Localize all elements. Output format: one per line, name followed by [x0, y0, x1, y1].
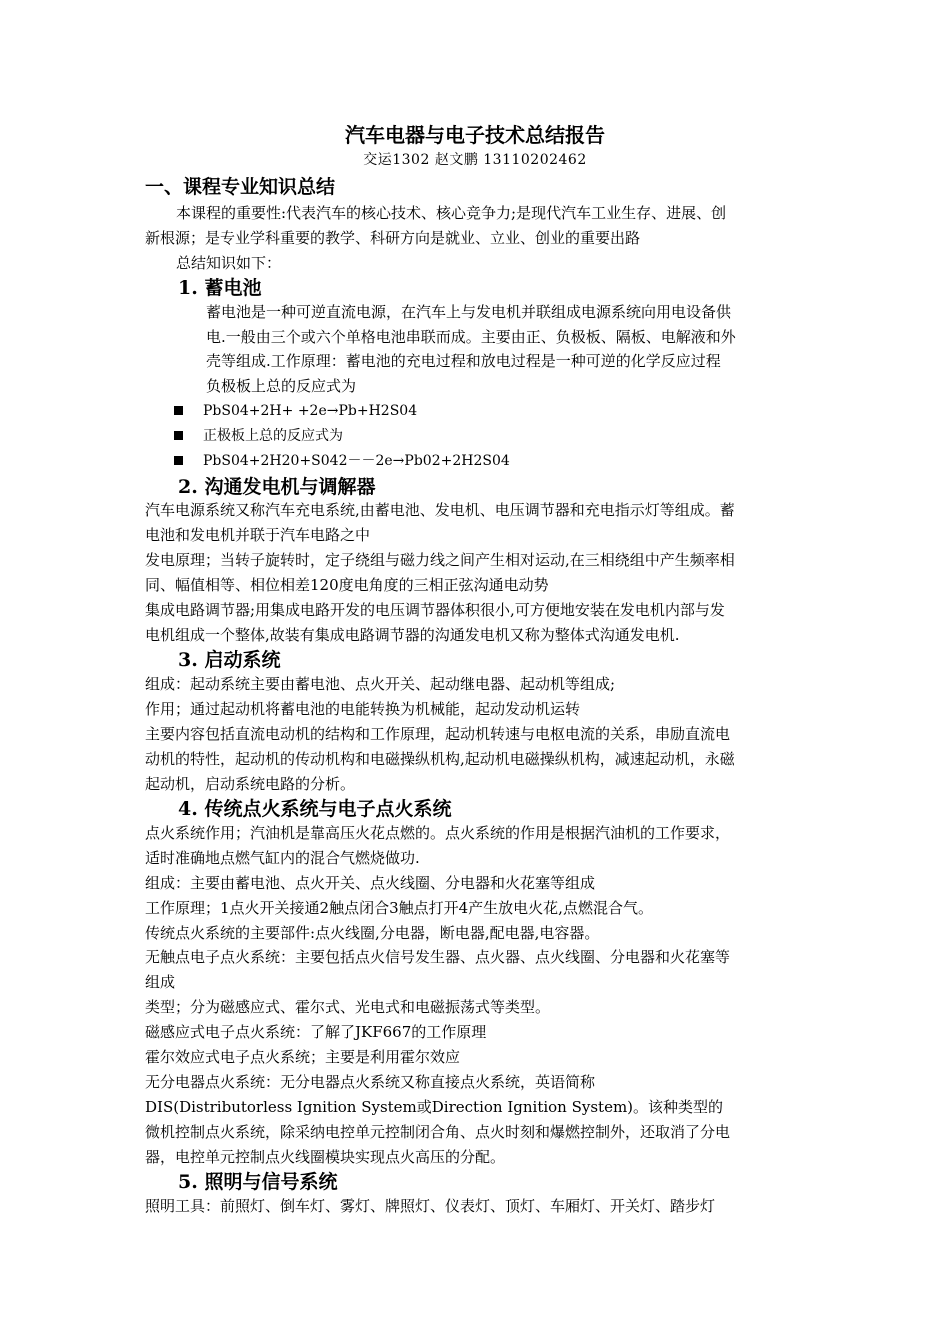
- paragraph-line: 无触点电子点火系统：主要包括点火信号发生器、点火器、点火线圈、分电器和火花塞等: [145, 948, 731, 966]
- paragraph-line: 新根源；是专业学科重要的教学、科研方向是就业、立业、创业的重要出路: [145, 229, 641, 247]
- paragraph-line: 类型；分为磁感应式、霍尔式、光电式和电磁振荡式等类型。: [145, 998, 551, 1016]
- paragraph-line: 微机控制点火系统，除采纳电控单元控制闭合角、点火时刻和爆燃控制外，还取消了分电: [145, 1123, 731, 1141]
- paragraph-line: 电.一般由三个或六个单格电池串联而成。主要由正、负极板、隔板、电解液和外: [206, 328, 736, 346]
- paragraph-line: 组成: [145, 973, 176, 991]
- paragraph-line: 起动机，启动系统电路的分析。: [145, 775, 356, 793]
- paragraph-line: 主要内容包括直流电动机的结构和工作原理，起动机转速与电枢电流的关系，串励直流电: [145, 725, 731, 743]
- formula-negative-plate: PbS04+2H+ +2e→Pb+H2S04: [203, 403, 418, 419]
- formula-positive-plate: PbS04+2H20+S042－－2e→Pb02+2H2S04: [203, 453, 510, 469]
- subsection-heading-ignition: 4. 传统点火系统与电子点火系统: [178, 798, 452, 820]
- bullet-text: 正极板上总的反应式为: [203, 428, 343, 444]
- paragraph-line: 工作原理；1点火开关接通2触点闭合3触点打开4产生放电火花,点燃混合气。: [145, 899, 653, 917]
- section-heading-course-summary: 一、课程专业知识总结: [145, 176, 336, 198]
- document-title: 汽车电器与电子技术总结报告: [345, 123, 605, 147]
- subsection-heading-starting-system: 3. 启动系统: [178, 649, 281, 671]
- subsection-heading-alternator: 2. 沟通发电机与调解器: [178, 476, 376, 498]
- paragraph-line: 发电原理；当转子旋转时，定子绕组与磁力线之间产生相对运动,在三相绕组中产生频率相: [145, 551, 735, 569]
- bullet-square-icon: [174, 456, 183, 465]
- subsection-heading-lighting: 5. 照明与信号系统: [178, 1171, 338, 1193]
- paragraph-line: 汽车电源系统又称汽车充电系统,由蓄电池、发电机、电压调节器和充电指示灯等组成。蓄: [145, 501, 735, 519]
- paragraph-line: 集成电路调节器;用集成电路开发的电压调节器体积很小,可方便地安装在发电机内部与发: [145, 601, 725, 619]
- paragraph-line: 霍尔效应式电子点火系统；主要是利用霍尔效应: [145, 1048, 461, 1066]
- paragraph-line: 组成：主要由蓄电池、点火开关、点火线圈、分电器和火花塞等组成: [145, 874, 596, 892]
- paragraph-line: 点火系统作用；汽油机是靠高压火花点燃的。点火系统的作用是根据汽油机的工作要求，: [145, 824, 731, 842]
- paragraph-line: 同、幅值相等、相位相差120度电角度的三相正弦沟通电动势: [145, 576, 549, 594]
- paragraph-line: 壳等组成.工作原理：蓄电池的充电过程和放电过程是一种可逆的化学反应过程: [206, 352, 721, 370]
- paragraph-line: 照明工具：前照灯、倒车灯、雾灯、牌照灯、仪表灯、顶灯、车厢灯、开关灯、踏步灯: [145, 1197, 716, 1215]
- paragraph-line: 总结知识如下：: [176, 254, 282, 272]
- paragraph-line: 蓄电池是一种可逆直流电源，在汽车上与发电机并联组成电源系统向用电设备供: [206, 303, 732, 321]
- paragraph-line: 器，电控单元控制点火线圈模块实现点火高压的分配。: [145, 1148, 506, 1166]
- subsection-heading-battery: 1. 蓄电池: [178, 277, 262, 299]
- author-line: 交运1302 赵文鹏 13110202462: [363, 152, 587, 168]
- bullet-square-icon: [174, 431, 183, 440]
- paragraph-line: 电机组成一个整体,故装有集成电路调节器的沟通发电机又称为整体式沟通发电机.: [145, 626, 680, 644]
- paragraph-line: 电池和发电机并联于汽车电路之中: [145, 526, 371, 544]
- paragraph-line: 磁感应式电子点火系统：了解了JKF667的工作原理: [145, 1023, 487, 1041]
- paragraph-line: 适时准确地点燃气缸内的混合气燃烧做功.: [145, 849, 420, 867]
- paragraph-line: 无分电器点火系统：无分电器点火系统又称直接点火系统，英语简称: [145, 1073, 596, 1091]
- paragraph-line: 组成：起动系统主要由蓄电池、点火开关、起动继电器、起动机等组成;: [145, 675, 616, 693]
- paragraph-line: 负极板上总的反应式为: [206, 377, 357, 395]
- bullet-square-icon: [174, 406, 183, 415]
- paragraph-line: 传统点火系统的主要部件:点火线圈,分电器，断电器,配电器,电容器。: [145, 924, 600, 942]
- paragraph-line: 本课程的重要性:代表汽车的核心技术、核心竞争力;是现代汽车工业生存、进展、创: [176, 204, 727, 222]
- paragraph-line: 动机的特性，起动机的传动机构和电磁操纵机构,起动机电磁操纵机构，减速起动机，永磁: [145, 750, 735, 768]
- paragraph-line: DIS(Distributorless Ignition System或Direction Ignition System)。该种类型的: [145, 1098, 724, 1116]
- paragraph-line: 作用；通过起动机将蓄电池的电能转换为机械能，起动发动机运转: [145, 700, 581, 718]
